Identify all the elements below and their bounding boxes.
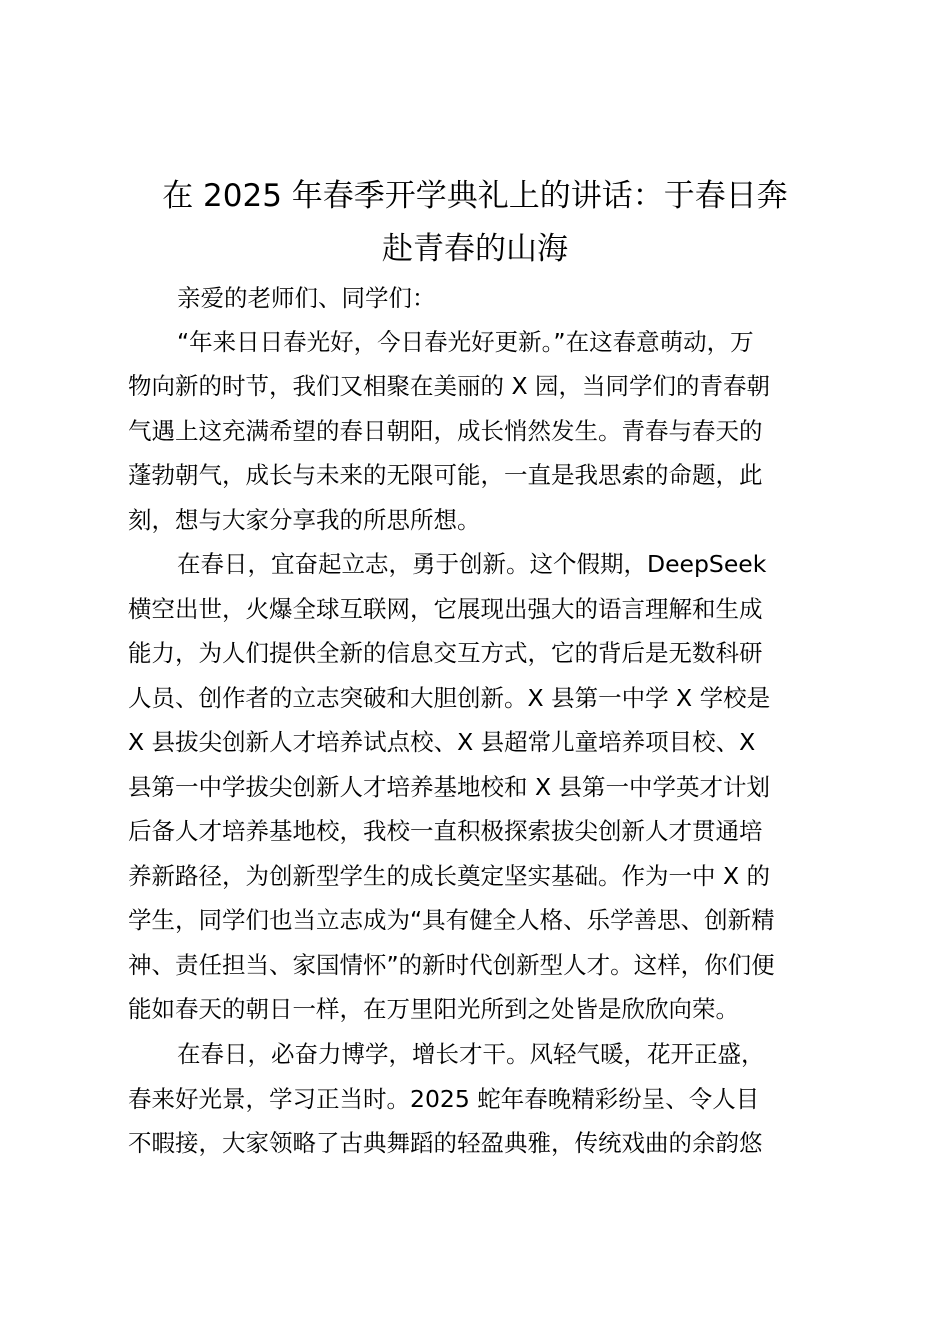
paragraph-2-line-2: 横空出世，火爆全球互联网，它展现出强大的语言理解和生成	[128, 595, 763, 623]
paragraph-1-line-5: 刻，想与大家分享我的所思所想。	[128, 506, 481, 534]
paragraph-1-line-1: “年来日日春光好，今日春光好更新。”在这春意萌动，万	[177, 328, 754, 356]
paragraph-2-line-10: 神、责任担当、家国情怀”的新时代创新型人才。这样，你们便	[128, 951, 775, 979]
paragraph-2-line-8: 养新路径，为创新型学生的成长奠定坚实基础。作为一中 X 的	[128, 862, 771, 890]
paragraph-2-line-4: 人员、创作者的立志突破和大胆创新。X 县第一中学 X 学校是	[128, 684, 771, 712]
paragraph-2-line-7: 后备人才培养基地校，我校一直积极探索拔尖创新人才贯通培	[128, 817, 763, 845]
document-title	[100, 170, 850, 276]
paragraph-2-line-11: 能如春天的朝日一样，在万里阳光所到之处皆是欣欣向荣。	[128, 995, 739, 1023]
title-line-2: 赴青春的山海	[382, 231, 568, 267]
paragraph-1-line-4: 蓬勃朝气，成长与未来的无限可能，一直是我思索的命题，此	[128, 461, 763, 489]
paragraph-1-line-3: 气遇上这充满希望的春日朝阳，成长悄然发生。青春与春天的	[128, 417, 763, 445]
paragraph-2-line-6: 县第一中学拔尖创新人才培养基地校和 X 县第一中学英才计划	[128, 773, 771, 801]
paragraph-2-line-1: 在春日，宜奋起立志，勇于创新。这个假期，DeepSeek	[177, 550, 767, 578]
paragraph-2-line-5: X 县拔尖创新人才培养试点校、X 县超常儿童培养项目校、X	[128, 728, 756, 756]
paragraph-3-line-2: 春来好光景，学习正当时。2025 蛇年春晚精彩纷呈、令人目	[128, 1085, 760, 1113]
paragraph-3-line-3: 不暇接，大家领略了古典舞蹈的轻盈典雅，传统戏曲的余韵悠	[128, 1129, 763, 1157]
paragraph-2-line-9: 学生，同学们也当立志成为“具有健全人格、乐学善思、创新精	[128, 906, 775, 934]
paragraph-1-line-2: 物向新的时节，我们又相聚在美丽的 X 园，当同学们的青春朝	[128, 372, 771, 400]
paragraph-2-line-3: 能力，为人们提供全新的信息交互方式，它的背后是无数科研	[128, 639, 763, 667]
title-line-1: 在 2025 年春季开学典礼上的讲话：于春日奔	[162, 178, 788, 214]
paragraph-3-line-1: 在春日，必奋力博学，增长才干。风轻气暖，花开正盛，	[177, 1040, 765, 1068]
salutation: 亲爱的老师们、同学们：	[177, 284, 436, 312]
